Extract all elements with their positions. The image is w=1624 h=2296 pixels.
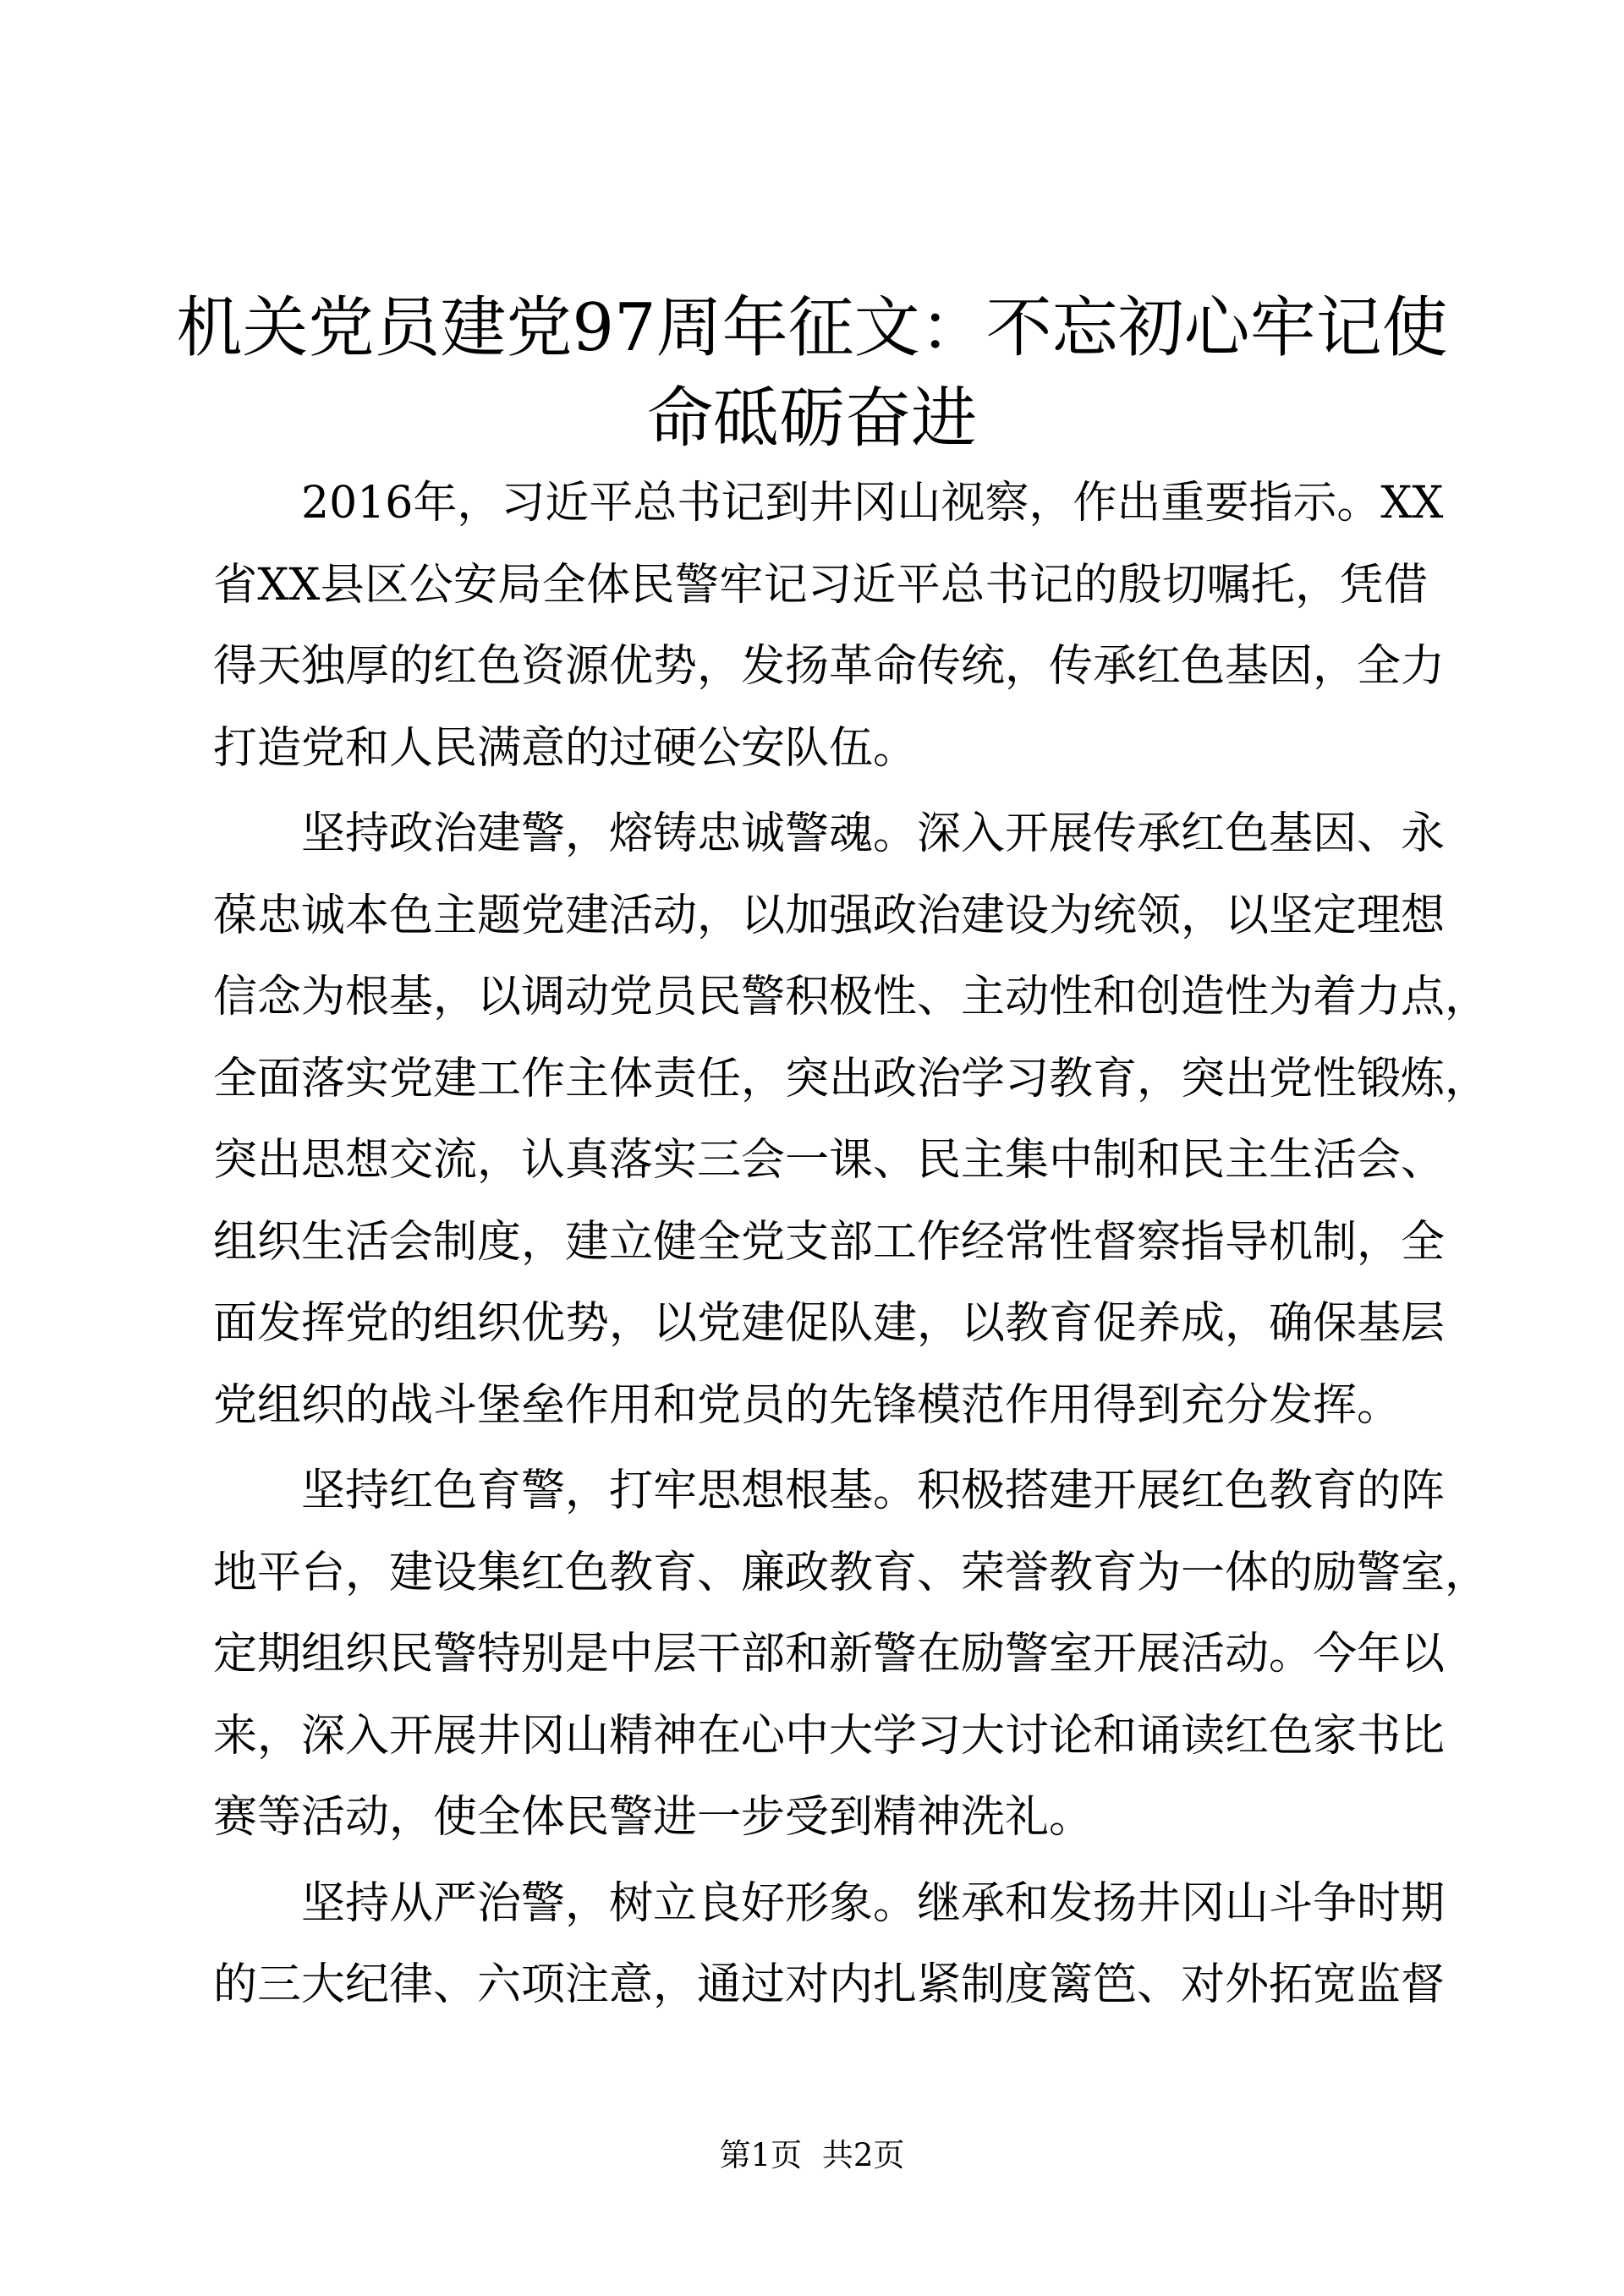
paragraph xyxy=(213,793,1490,1446)
text-line: 突出思想交流，认真落实三会一课、民主集中制和民主生活会、 xyxy=(213,1135,1446,1186)
text-line: 信念为根基，以调动党员民警积极性、主动性和创造性为着力点， xyxy=(213,972,1490,1022)
title-line: 机关党员建党97周年征文：不忘初心牢记使 xyxy=(176,290,1448,366)
text-line: 组织生活会制度，建立健全党支部工作经常性督察指导机制，全 xyxy=(213,1216,1446,1268)
text-line: 定期组织民警特别是中层干部和新警在励警室开展活动。今年以 xyxy=(213,1629,1446,1680)
paragraph xyxy=(213,463,1446,789)
document-body xyxy=(213,463,1490,2030)
text-line: 来，深入开展井冈山精神在心中大学习大讨论和诵读红色家书比 xyxy=(213,1710,1446,1762)
text-line: 党组织的战斗堡垒作用和党员的先锋模范作用得到充分发挥。 xyxy=(213,1379,1402,1431)
text-line: 省XX县区公安局全体民警牢记习近平总书记的殷切嘱托，凭借 xyxy=(213,559,1428,611)
text-line: 坚持红色育警，打牢思想根基。积极搭建开展红色教育的阵 xyxy=(301,1466,1446,1516)
page-footer xyxy=(0,2129,1624,2175)
text-line: 2016年，习近平总书记到井冈山视察，作出重要指示。XX xyxy=(301,478,1444,529)
document-title xyxy=(169,283,1455,464)
text-line: 的三大纪律、六项注意，通过对内扎紧制度篱笆、对外拓宽监督 xyxy=(213,1959,1446,2010)
title-line: 命砥砺奋进 xyxy=(646,381,977,457)
text-line: 全面落实党建工作主体责任，突出政治学习教育，突出党性锻炼， xyxy=(213,1053,1490,1104)
text-line: 面发挥党的组织优势，以党建促队建，以教育促养成，确保基层 xyxy=(213,1298,1446,1349)
page-total: 共2页 xyxy=(821,2137,905,2173)
text-line: 葆忠诚本色主题党建活动，以加强政治建设为统领，以坚定理想 xyxy=(213,890,1446,941)
text-line: 赛等活动，使全体民警进一步受到精神洗礼。 xyxy=(213,1792,1094,1843)
text-line: 打造党和人民满意的过硬公安队伍。 xyxy=(213,722,918,774)
text-line: 地平台，建设集红色教育、廉政教育、荣誉教育为一体的励警室， xyxy=(213,1547,1490,1598)
paragraph xyxy=(213,1863,1446,2026)
paragraph xyxy=(213,1450,1490,1859)
text-line: 得天独厚的红色资源优势，发扬革命传统，传承红色基因，全力 xyxy=(213,641,1446,692)
text-line: 坚持政治建警，熔铸忠诚警魂。深入开展传承红色基因、永 xyxy=(301,808,1446,859)
page-number: 第1页 xyxy=(719,2137,803,2173)
text-line: 坚持从严治警，树立良好形象。继承和发扬井冈山斗争时期 xyxy=(301,1877,1446,1929)
